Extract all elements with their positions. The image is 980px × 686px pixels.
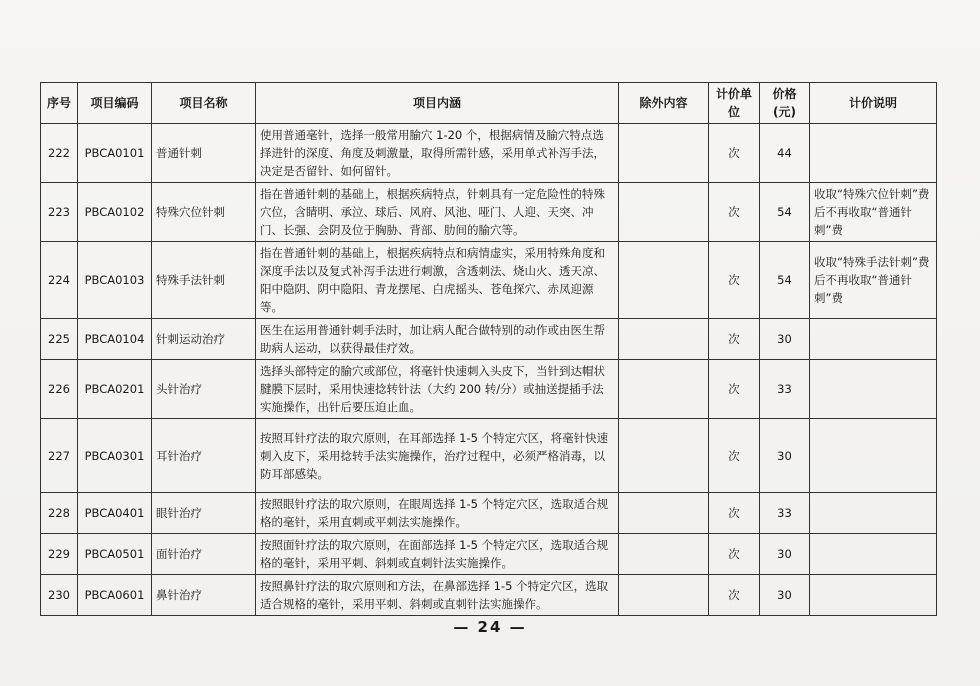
cell-no: 228 (41, 493, 78, 534)
cell-name: 眼针治疗 (152, 493, 256, 534)
cell-unit: 次 (709, 493, 760, 534)
cell-code: PBCA0401 (78, 493, 152, 534)
cell-content: 按照眼针疗法的取穴原则，在眼周选择 1-5 个特定穴区，选取适合规格的毫针，采用直刺或平刺法实施操作。 (256, 493, 619, 534)
cell-exclude (619, 319, 709, 360)
cell-name: 普通针刺 (152, 124, 256, 183)
table-row (41, 575, 937, 616)
cell-name: 鼻针治疗 (152, 575, 256, 616)
cell-no: 223 (41, 183, 78, 242)
cell-note (810, 493, 937, 534)
cell-note (810, 360, 937, 419)
cell-no: 225 (41, 319, 78, 360)
cell-no: 222 (41, 124, 78, 183)
cell-unit: 次 (709, 242, 760, 319)
cell-name: 特殊穴位针刺 (152, 183, 256, 242)
cell-code: PBCA0601 (78, 575, 152, 616)
cell-price: 30 (760, 534, 810, 575)
cell-code: PBCA0301 (78, 419, 152, 493)
header-note: 计价说明 (810, 83, 937, 124)
cell-name: 耳针治疗 (152, 419, 256, 493)
table-header-row (41, 83, 937, 124)
cell-content: 指在普通针刺的基础上，根据疾病特点，针刺具有一定危险性的特殊穴位，含睛明、承泣、球后、风府、风池、哑门、人迎、天突、冲门、长强、会阴及位于胸胁、背部、肋间的腧穴等。 (256, 183, 619, 242)
cell-note (810, 419, 937, 493)
cell-price: 30 (760, 419, 810, 493)
cell-note (810, 575, 937, 616)
cell-price: 33 (760, 360, 810, 419)
cell-exclude (619, 242, 709, 319)
cell-name: 特殊手法针刺 (152, 242, 256, 319)
cell-content: 医生在运用普通针刺手法时，加让病人配合做特别的动作或由医生帮助病人运动，以获得最佳疗效。 (256, 319, 619, 360)
cell-content: 选择头部特定的腧穴或部位，将毫针快速刺入头皮下，当针到达帽状腱膜下层时，采用快速捻转针法（大约 200 转/分）或抽送提插手法实施操作，出针后要压迫止血。 (256, 360, 619, 419)
cell-exclude (619, 124, 709, 183)
table-row (41, 534, 937, 575)
table-row (41, 183, 937, 242)
cell-exclude (619, 575, 709, 616)
cell-note: 收取“特殊穴位针刺”费后不再收取“普通针刺”费 (810, 183, 937, 242)
cell-no: 227 (41, 419, 78, 493)
header-name: 项目名称 (152, 83, 256, 124)
cell-no: 229 (41, 534, 78, 575)
table-row (41, 493, 937, 534)
cell-exclude (619, 360, 709, 419)
header-no: 序号 (41, 83, 78, 124)
cell-note: 收取“特殊手法针刺”费后不再收取“普通针刺”费 (810, 242, 937, 319)
table-row (41, 319, 937, 360)
cell-name: 面针治疗 (152, 534, 256, 575)
header-code: 项目编码 (78, 83, 152, 124)
cell-price: 54 (760, 183, 810, 242)
cell-no: 230 (41, 575, 78, 616)
table-row (41, 242, 937, 319)
cell-content: 按照耳针疗法的取穴原则，在耳部选择 1-5 个特定穴区，将毫针快速刺入皮下，采用捻转手法实施操作，治疗过程中，必须严格消毒，以防耳部感染。 (256, 419, 619, 493)
cell-unit: 次 (709, 124, 760, 183)
cell-price: 33 (760, 493, 810, 534)
cell-code: PBCA0102 (78, 183, 152, 242)
cell-name: 针刺运动治疗 (152, 319, 256, 360)
cell-exclude (619, 493, 709, 534)
page-number: — 24 — (453, 618, 527, 636)
cell-code: PBCA0103 (78, 242, 152, 319)
cell-exclude (619, 534, 709, 575)
header-content: 项目内涵 (256, 83, 619, 124)
cell-exclude (619, 183, 709, 242)
cell-unit: 次 (709, 360, 760, 419)
cell-code: PBCA0104 (78, 319, 152, 360)
table-row (41, 360, 937, 419)
cell-unit: 次 (709, 183, 760, 242)
table-row (41, 124, 937, 183)
cell-content: 按照鼻针疗法的取穴原则和方法，在鼻部选择 1-5 个特定穴区，选取适合规格的毫针，采用平刺、斜刺或直刺针法实施操作。 (256, 575, 619, 616)
table-row (41, 419, 937, 493)
cell-content: 按照面针疗法的取穴原则，在面部选择 1-5 个特定穴区，选取适合规格的毫针，采用平刺、斜刺或直刺针法实施操作。 (256, 534, 619, 575)
fee-table (40, 82, 937, 616)
cell-no: 224 (41, 242, 78, 319)
cell-exclude (619, 419, 709, 493)
header-exclude: 除外内容 (619, 83, 709, 124)
cell-no: 226 (41, 360, 78, 419)
cell-unit: 次 (709, 575, 760, 616)
cell-price: 54 (760, 242, 810, 319)
header-unit: 计价单位 (709, 83, 760, 124)
cell-content: 指在普通针刺的基础上，根据疾病特点和病情虚实，采用特殊角度和深度手法以及复式补泻手法进行刺激，含透刺法、烧山火、透天凉、阳中隐阴、阴中隐阳、青龙摆尾、白虎摇头、苍龟探穴、赤凤迎源等。 (256, 242, 619, 319)
cell-price: 44 (760, 124, 810, 183)
header-price: 价格(元) (760, 83, 810, 124)
cell-note (810, 534, 937, 575)
cell-code: PBCA0201 (78, 360, 152, 419)
cell-note (810, 319, 937, 360)
cell-code: PBCA0101 (78, 124, 152, 183)
cell-price: 30 (760, 319, 810, 360)
cell-unit: 次 (709, 319, 760, 360)
cell-unit: 次 (709, 419, 760, 493)
cell-note (810, 124, 937, 183)
cell-content: 使用普通毫针，选择一般常用腧穴 1-20 个，根据病情及腧穴特点选择进针的深度、角度及刺激量，取得所需针感，采用单式补泻手法，决定是否留针、如何留针。 (256, 124, 619, 183)
cell-unit: 次 (709, 534, 760, 575)
cell-name: 头针治疗 (152, 360, 256, 419)
cell-price: 30 (760, 575, 810, 616)
cell-code: PBCA0501 (78, 534, 152, 575)
